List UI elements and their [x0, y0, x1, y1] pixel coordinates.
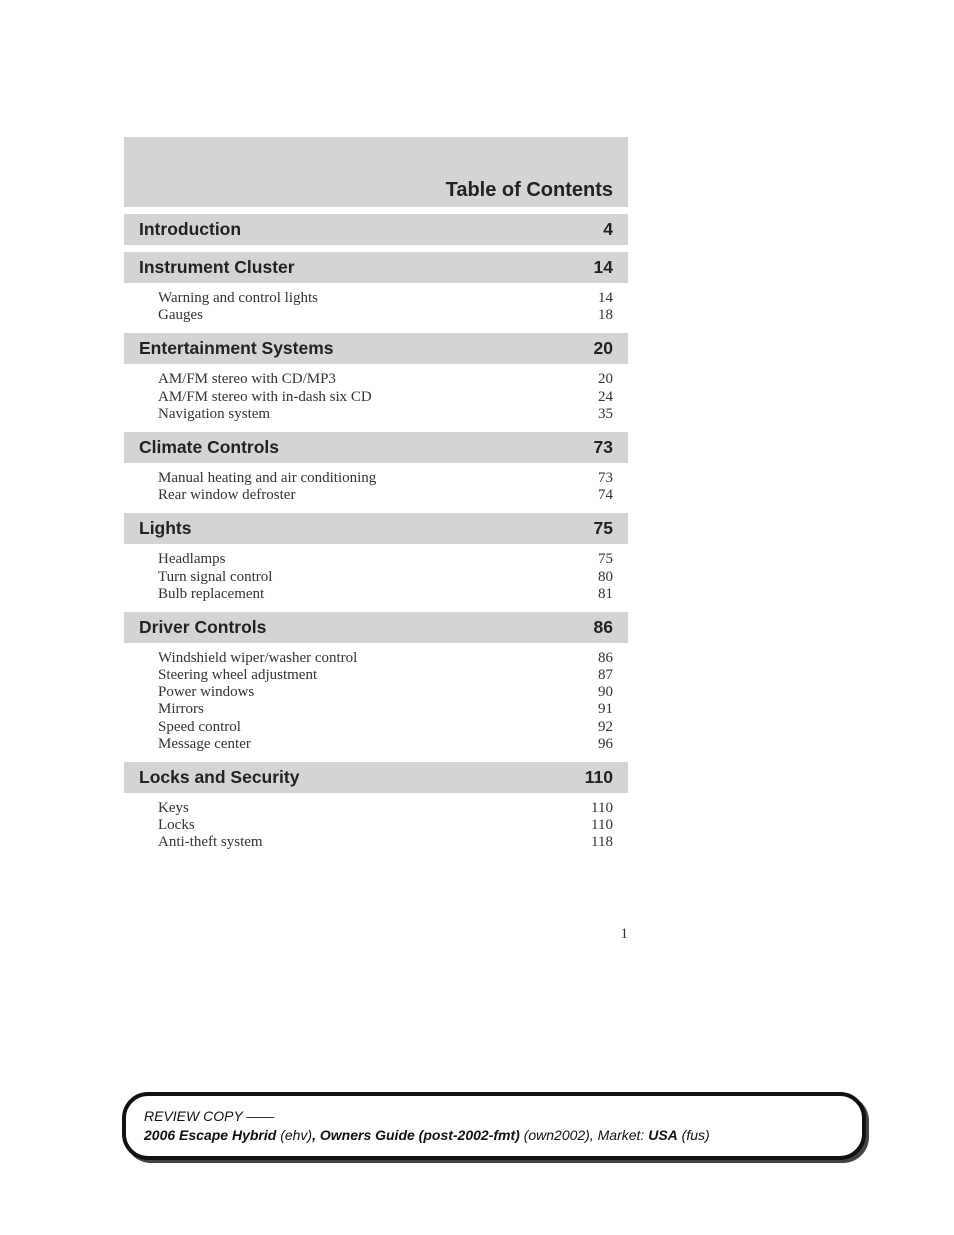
section-title: Lights — [139, 518, 192, 539]
toc-entry[interactable] — [158, 487, 613, 504]
toc-entry[interactable] — [158, 290, 613, 307]
guide-name: Owners Guide (post-2002-fmt) — [319, 1127, 520, 1143]
entry-page: 118 — [591, 834, 613, 851]
toc-section — [124, 612, 628, 755]
subsection-list — [124, 364, 628, 425]
page-number: 1 — [620, 926, 628, 942]
toc-section — [124, 762, 628, 854]
toc-entry[interactable] — [158, 800, 613, 817]
section-heading[interactable] — [124, 252, 628, 283]
entry-page: 110 — [591, 817, 613, 834]
toc-entry[interactable] — [158, 736, 613, 753]
entry-page: 80 — [598, 568, 613, 585]
subsection-list — [124, 643, 628, 755]
review-copy-box — [122, 1092, 866, 1160]
section-page: 73 — [593, 436, 613, 457]
section-page: 86 — [593, 616, 613, 637]
entry-page: 91 — [598, 701, 613, 718]
entry-page: 75 — [598, 551, 613, 568]
section-title: Locks and Security — [139, 767, 300, 787]
entry-label: Windshield wiper/washer control — [158, 649, 358, 666]
toc-header — [124, 137, 628, 207]
section-title: Climate Controls — [139, 436, 280, 457]
review-copy-details — [144, 1127, 710, 1143]
toc-entry[interactable] — [158, 389, 613, 406]
toc-entry[interactable] — [158, 650, 613, 667]
entry-label: Mirrors — [158, 701, 204, 718]
page-title: Table of Contents — [445, 179, 613, 201]
entry-page: 14 — [598, 290, 613, 306]
subsection-list — [124, 544, 628, 605]
market-code: (fus) — [681, 1127, 710, 1143]
section-page: 4 — [603, 219, 613, 239]
entry-page: 110 — [591, 800, 613, 816]
section-page: 75 — [593, 518, 613, 539]
section-title: Introduction — [139, 219, 242, 239]
subsection-list — [124, 793, 628, 854]
entry-label: Power windows — [158, 684, 255, 701]
section-page: 20 — [593, 338, 613, 359]
toc-entry[interactable] — [158, 371, 613, 388]
entry-page: 86 — [598, 649, 613, 666]
toc-entry[interactable] — [158, 817, 613, 834]
entry-label: Bulb replacement — [158, 585, 265, 602]
toc-entry[interactable] — [158, 834, 613, 851]
toc-entry[interactable] — [158, 701, 613, 718]
subsection-list — [124, 283, 628, 326]
entry-page: 87 — [598, 667, 613, 684]
entry-page: 96 — [598, 735, 613, 752]
separator: , — [312, 1127, 320, 1143]
section-heading[interactable] — [124, 214, 628, 245]
toc-entry[interactable] — [158, 551, 613, 568]
entry-label: Steering wheel adjustment — [158, 667, 318, 684]
guide-code: (own2002) — [523, 1127, 590, 1143]
toc-entry[interactable] — [158, 307, 613, 324]
entry-label: Rear window defroster — [158, 487, 296, 504]
toc-entry[interactable] — [158, 586, 613, 603]
section-page: 110 — [584, 767, 613, 787]
entry-page: 35 — [598, 405, 613, 422]
entry-label: AM/FM stereo with in-dash six CD — [158, 388, 372, 405]
section-title: Instrument Cluster — [139, 257, 295, 277]
toc-section — [124, 513, 628, 605]
market-name: USA — [648, 1127, 678, 1143]
entry-page: 74 — [598, 487, 613, 504]
section-heading[interactable] — [124, 513, 628, 544]
toc-entry[interactable] — [158, 719, 613, 736]
section-heading[interactable] — [124, 612, 628, 643]
entry-page: 24 — [598, 388, 613, 405]
model-code: (ehv) — [280, 1127, 313, 1143]
entry-label: Turn signal control — [158, 568, 273, 585]
section-heading[interactable] — [124, 432, 628, 463]
entry-label: Speed control — [158, 718, 241, 735]
entry-page: 81 — [598, 585, 613, 602]
section-title: Entertainment Systems — [139, 338, 334, 359]
market-label: , Market: — [589, 1127, 649, 1143]
section-title: Driver Controls — [139, 616, 267, 637]
model-name: 2006 Escape Hybrid — [144, 1127, 277, 1143]
toc-section — [124, 333, 628, 425]
entry-label: AM/FM stereo with CD/MP3 — [158, 371, 336, 388]
entry-label: Manual heating and air conditioning — [158, 469, 377, 486]
toc-entry[interactable] — [158, 470, 613, 487]
toc-section — [124, 432, 628, 506]
entry-label: Keys — [158, 800, 189, 816]
section-page: 14 — [593, 257, 613, 277]
toc-section — [124, 214, 628, 245]
toc-entry[interactable] — [158, 569, 613, 586]
section-heading[interactable] — [124, 333, 628, 364]
section-heading[interactable] — [124, 762, 628, 793]
entry-page: 73 — [598, 469, 613, 486]
entry-page: 18 — [598, 307, 613, 324]
entry-label: Locks — [158, 817, 195, 834]
toc-entry[interactable] — [158, 684, 613, 701]
entry-page: 90 — [598, 684, 613, 701]
entry-page: 92 — [598, 718, 613, 735]
entry-label: Message center — [158, 735, 251, 752]
toc-sections — [124, 214, 628, 854]
table-of-contents — [124, 137, 628, 854]
subsection-list — [124, 463, 628, 506]
entry-label: Headlamps — [158, 551, 226, 568]
entry-label: Navigation system — [158, 405, 271, 422]
entry-label: Warning and control lights — [158, 290, 319, 306]
review-copy-label: REVIEW COPY —— — [144, 1108, 275, 1124]
toc-section — [124, 252, 628, 326]
toc-entry[interactable] — [158, 406, 613, 423]
entry-page: 20 — [598, 371, 613, 388]
toc-entry[interactable] — [158, 667, 613, 684]
entry-label: Gauges — [158, 307, 203, 324]
entry-label: Anti-theft system — [158, 834, 263, 851]
